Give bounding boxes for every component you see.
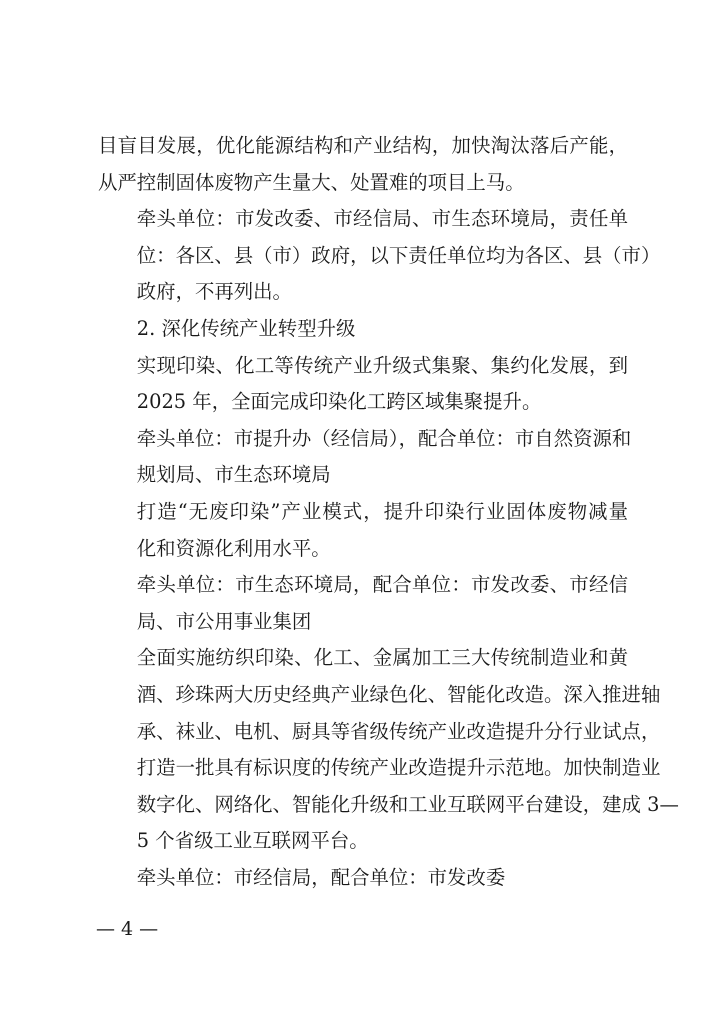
text-line: 2. 深化传统产业转型升级 — [136, 316, 356, 340]
text-line: 从严控制固体废物产生量大、处置难的项目上马。 — [98, 170, 525, 194]
paragraph — [98, 567, 628, 640]
paragraph — [98, 494, 628, 567]
text-line: 全面实施纺织印染、化工、金属加工三大传统制造业和黄 — [136, 646, 628, 670]
text-line: 局、市公用事业集团 — [136, 609, 312, 633]
document-body — [98, 128, 679, 896]
text-line: 牵头单位：市经信局，配合单位：市发改委 — [136, 865, 506, 889]
text-line: 牵头单位：市生态环境局，配合单位：市发改委、市经信 — [136, 573, 628, 597]
text-line: 承、袜业、电机、厨具等省级传统产业改造提升分行业试点， — [136, 719, 661, 743]
text-line: 打造一批具有标识度的传统产业改造提升示范地。加快制造业 — [136, 756, 661, 780]
text-line: 5 个省级工业互联网平台。 — [136, 829, 369, 853]
text-line: 牵头单位：市提升办（经信局），配合单位：市自然资源和 — [136, 426, 632, 450]
text-line: 数字化、网络化、智能化升级和工业互联网平台建设，建成 3— — [136, 792, 679, 816]
paragraph — [98, 128, 628, 201]
text-line: 规划局、市生态环境局 — [136, 463, 331, 487]
paragraph — [98, 860, 628, 897]
paragraph — [98, 640, 679, 860]
text-line: 酒、珍珠两大历史经典产业绿色化、智能化改造。深入推进轴 — [136, 682, 661, 706]
text-line: 实现印染、化工等传统产业升级式集聚、集约化发展，到 — [136, 353, 628, 377]
paragraph — [98, 311, 628, 348]
page-number: — 4 — — [96, 918, 159, 940]
text-line: 2025 年，全面完成印染化工跨区域集聚提升。 — [136, 390, 542, 414]
text-line: 目盲目发展，优化能源结构和产业结构，加快淘汰落后产能， — [98, 134, 628, 157]
text-line: 政府，不再列出。 — [136, 280, 292, 304]
paragraph — [98, 348, 628, 421]
text-line: 打造“无废印染”产业模式，提升印染行业固体废物减量 — [136, 499, 628, 523]
text-line: 牵头单位：市发改委、市经信局、市生态环境局，责任单 — [136, 207, 628, 231]
paragraph — [98, 421, 632, 494]
text-line: 化和资源化利用水平。 — [136, 536, 331, 560]
paragraph — [98, 201, 661, 311]
text-line: 位：各区、县（市）政府，以下责任单位均为各区、县（市） — [136, 243, 661, 267]
